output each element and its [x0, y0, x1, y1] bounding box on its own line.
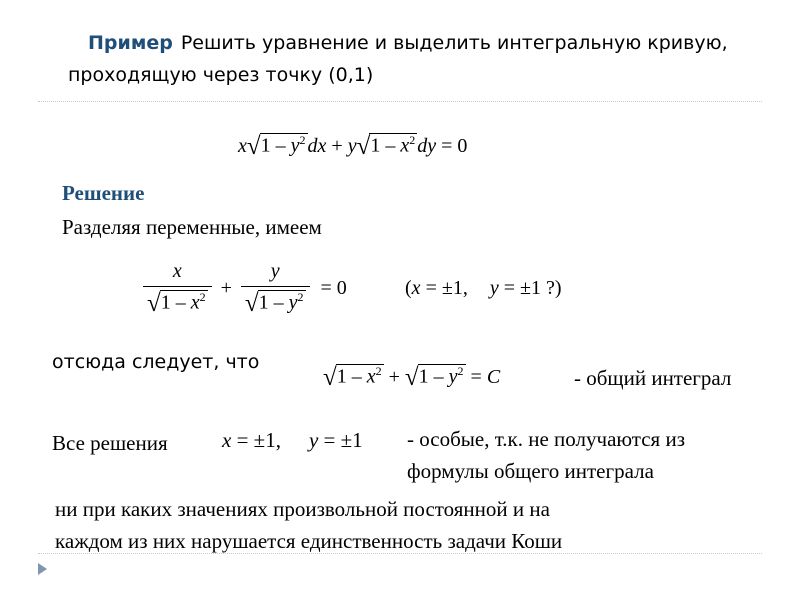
all-solutions-formula: x = ±1, y = ±1 [222, 428, 363, 452]
general-integral: $√1 - x^2 + √1 - y^2 = C$ [323, 364, 501, 391]
singular-condition: (x = ±1, y = ±1 ?) [405, 277, 562, 299]
singular-desc-line1: - особые, т.к. не получаются из [407, 427, 685, 451]
slide-title-line1 [88, 32, 728, 54]
main-equation: $x√1 - y^2$ dx + $y√1 - x^2$ dy = 0 [238, 133, 468, 160]
bottom-divider [38, 553, 762, 554]
singular-desc-line2: формулы общего интеграла [407, 459, 654, 483]
solution-intro: Разделяя переменные, имеем [62, 215, 322, 239]
triangle-right-icon[interactable] [38, 563, 47, 575]
general-lead: отсюда следует, что [52, 351, 260, 373]
conclusion-line1: ни при каких значениях произвольной постоянной и на [55, 497, 550, 521]
slide-title-line2: проходящую через точку (0,1) [68, 64, 374, 86]
all-solutions-lead: Все решения [52, 431, 168, 455]
solution-heading: Решение [62, 181, 145, 205]
conclusion-line2: каждом из них нарушается единственность задачи Коши [55, 529, 563, 553]
top-divider [38, 101, 762, 102]
general-integral-label: - общий интеграл [574, 366, 732, 390]
example-label: Пример [88, 32, 173, 54]
title-text: Решить уравнение и выделить интегральную кривую, [180, 32, 728, 54]
separated-equation: $\frac{x}{√1 - x^2}$ + $\frac{y}{√1 - y^2}$ = 0 [143, 260, 347, 318]
